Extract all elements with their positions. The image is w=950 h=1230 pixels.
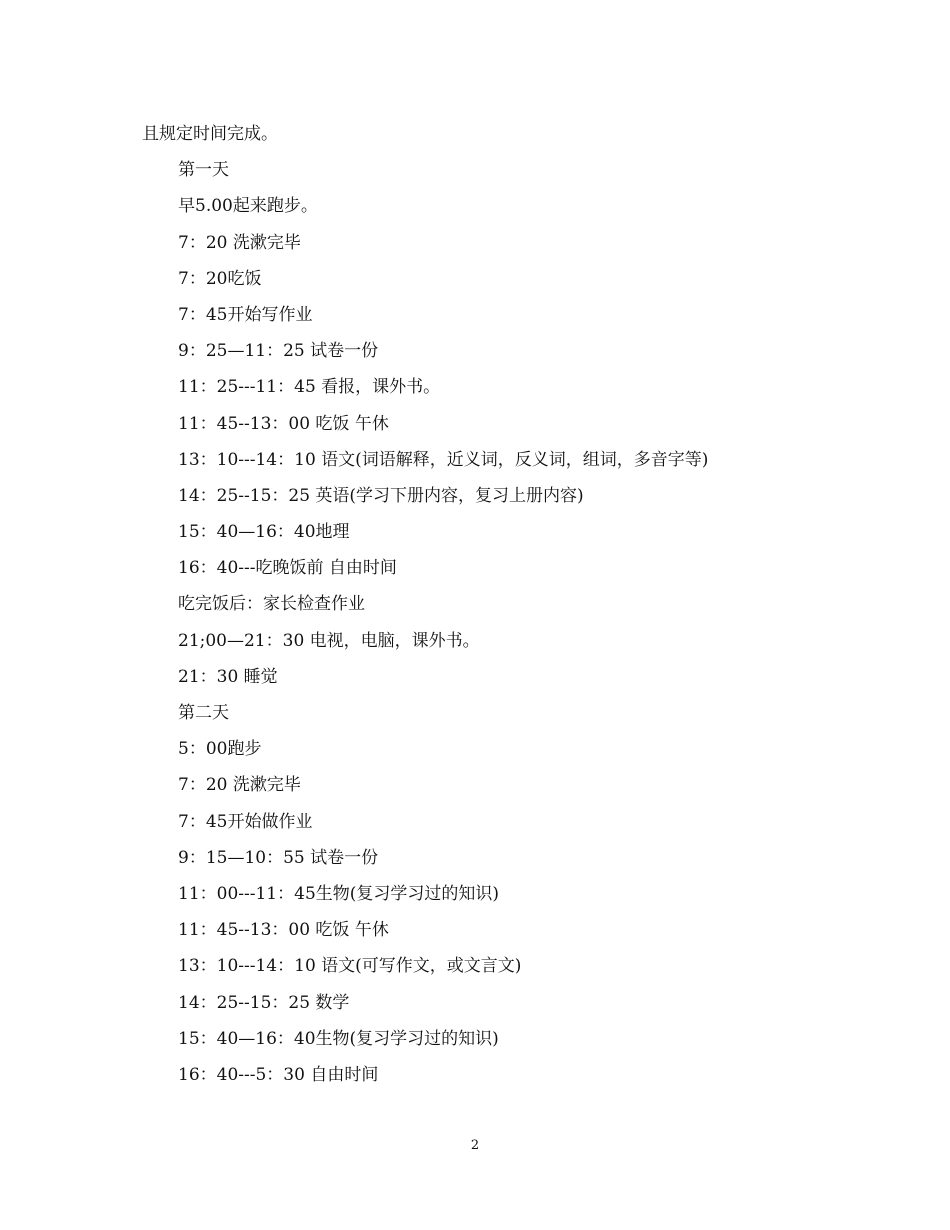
continuation-line: 且规定时间完成。 [142,124,278,144]
day-heading: 第一天 [178,160,229,181]
schedule-line: 7：20吃饭 [178,268,262,289]
schedule-line: 早5.00起来跑步。 [178,196,318,217]
schedule-line: 7：45开始做作业 [178,811,313,832]
schedule-line: 21;00—21：30 电视，电脑，课外书。 [178,630,480,651]
schedule-line: 14：25--15：25 数学 [178,992,350,1013]
day-heading: 第二天 [178,703,229,723]
schedule-line: 15：40—16：40生物(复习学习过的知识) [178,1028,499,1049]
schedule-line: 11：45--13：00 吃饭 午休 [178,920,389,941]
schedule-line: 16：40---5：30 自由时间 [178,1064,379,1085]
schedule-line: 14：25--15：25 英语(学习下册内容，复习上册内容) [178,485,584,506]
schedule-line: 5：00跑步 [178,739,262,760]
schedule-line: 16：40---吃晚饭前 自由时间 [178,558,397,579]
schedule-line: 13：10---14：10 语文(可写作文，或文言文) [178,956,522,977]
schedule-line: 7：20 洗漱完毕 [178,232,301,253]
schedule-line: 21：30 睡觉 [178,666,278,687]
document-body [142,116,822,1093]
schedule-line: 7：45开始写作业 [178,304,313,325]
schedule-line: 13：10---14：10 语文(词语解释，近义词，反义词，组词，多音字等) [178,449,709,470]
schedule-line: 11：00---11：45生物(复习学习过的知识) [178,883,500,904]
schedule-line: 11：25---11：45 看报，课外书。 [178,377,441,398]
schedule-line: 9：25—11：25 试卷一份 [178,341,379,362]
schedule-line: 9：15—10：55 试卷一份 [178,847,379,868]
page-number: 2 [470,1138,480,1153]
schedule-line: 15：40—16：40地理 [178,522,350,543]
schedule-line: 11：45--13：00 吃饭 午休 [178,413,389,434]
schedule-line: 吃完饭后：家长检查作业 [178,594,365,615]
schedule-line: 7：20 洗漱完毕 [178,775,301,796]
